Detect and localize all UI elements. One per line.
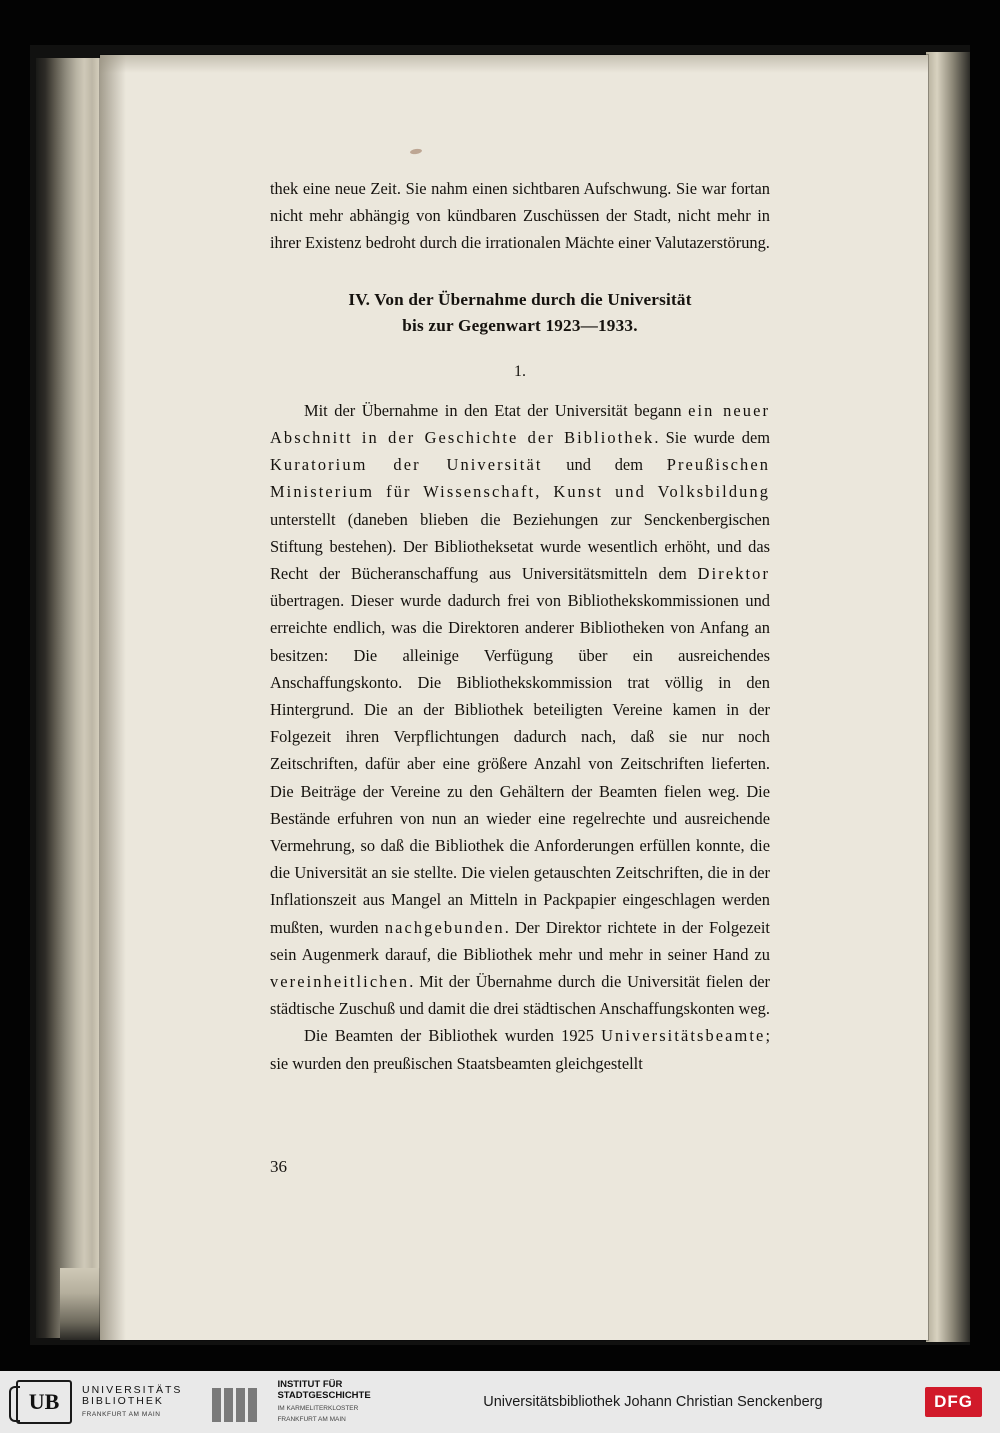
library-attribution: Universitätsbibliothek Johann Christian Senckenberg bbox=[483, 1394, 823, 1410]
ub-logo-icon: UB bbox=[16, 1380, 72, 1424]
isg-line2: STADTGESCHICHTE bbox=[277, 1390, 371, 1401]
page-gutter-shadow bbox=[100, 55, 126, 1340]
isg-line4: FRANKFURT AM MAIN bbox=[277, 1416, 346, 1423]
section-heading-line2: bis zur Gegenwart 1923—1933. bbox=[402, 315, 638, 335]
ub-logo[interactable] bbox=[16, 1380, 182, 1424]
subsection-number: 1. bbox=[514, 362, 526, 380]
ub-line2: BIBLIOTHEK bbox=[82, 1394, 164, 1407]
ub-logo-text bbox=[82, 1385, 182, 1420]
ub-line3: FRANKFURT AM MAIN bbox=[82, 1410, 161, 1418]
isg-line3: IM KARMELITERKLOSTER bbox=[277, 1405, 359, 1412]
dfg-logo[interactable]: DFG bbox=[925, 1387, 982, 1417]
book-page bbox=[100, 55, 928, 1340]
isg-line1: INSTITUT FÜR bbox=[277, 1379, 343, 1390]
isg-logo-text bbox=[277, 1379, 370, 1425]
ub-line1: UNIVERSITÄTS bbox=[82, 1383, 183, 1396]
section-heading-line1: IV. Von der Übernahme durch die Universität bbox=[348, 289, 692, 309]
page-top-shadow bbox=[100, 55, 928, 73]
page-edge-stack-right bbox=[926, 52, 970, 1342]
isg-logo[interactable] bbox=[212, 1379, 370, 1425]
page-number: 36 bbox=[270, 1157, 287, 1176]
section-heading bbox=[270, 287, 770, 339]
viewer-footer-bar bbox=[0, 1371, 1000, 1433]
isg-logo-icon bbox=[212, 1382, 268, 1422]
body-paragraph-1: Mit der Übernahme in den Etat der Universität begann ein neuer Abschnitt in der Geschichte der Bibliothek. Sie wurde dem Kuratorium der Universität und dem Preußischen Ministerium für Wissenschaft, Kunst und Volksbildung unterstellt (daneben blieben die Beziehungen zur Senckenbergischen Stiftung bestehen). Der Bibliotheksetat wurde wesentlich erhöht, und das Recht der Bücheranschaffung aus Universitätsmitteln dem Direktor übertragen. Dieser wurde dadurch frei von Bibliothekskommissionen und erreichte endlich, was die Direktoren anderer Bibliotheken von Anfang an besitzen: Die alleinige Verfügung über ein ausreichendes Anschaffungskonto. Die Bibliothekskommission trat völlig in den Hintergrund. Die an der Bibliothek beteiligten Vereine kamen in der Folgezeit ihren Verpflichtungen dadurch nach, daß sie nur noch Zeitschriften, dafür aber eine größere Anzahl von Zeitschriften lieferten. Die Beiträge der Vereine zu den Gehältern der Beamten fielen weg. Die Bestände erfuhren von nun an wieder eine regelrechte und ausreichende Vermehrung, so daß die Bibliothek die Anforderungen erfüllen konnte, die die Universität an sie stellte. Die vielen getauschten Zeitschriften, die in der Inflationszeit aus Mangel an Mitteln in Packpapier eingeschlagen werden mußten, wurden nachgebunden. Der Direktor richtete in der Folgezeit sein Augenmerk darauf, die Bibliothek mehr und mehr in seiner Hand zu vereinheitlichen. Mit der Übernahme durch die Universität fielen der städtische Zuschuß und damit die drei städtischen Anschaffungskonten weg. bbox=[270, 400, 771, 1019]
page-text-block bbox=[270, 175, 770, 1077]
paper-speck bbox=[410, 148, 423, 155]
paragraph-continuation: thek eine neue Zeit. Sie nahm einen sichtbaren Aufschwung. Sie war fortan nicht mehr abhängig von kündbaren Zuschüssen der Stadt, nicht mehr in ihrer Existenz bedroht durch die irrationalen Mächte einer Valutazerstörung. bbox=[270, 179, 770, 253]
body-paragraph-2: Die Beamten der Bibliothek wurden 1925 Universitätsbeamte; sie wurden den preußischen Staatsbeamten gleichgestellt bbox=[270, 1026, 770, 1073]
